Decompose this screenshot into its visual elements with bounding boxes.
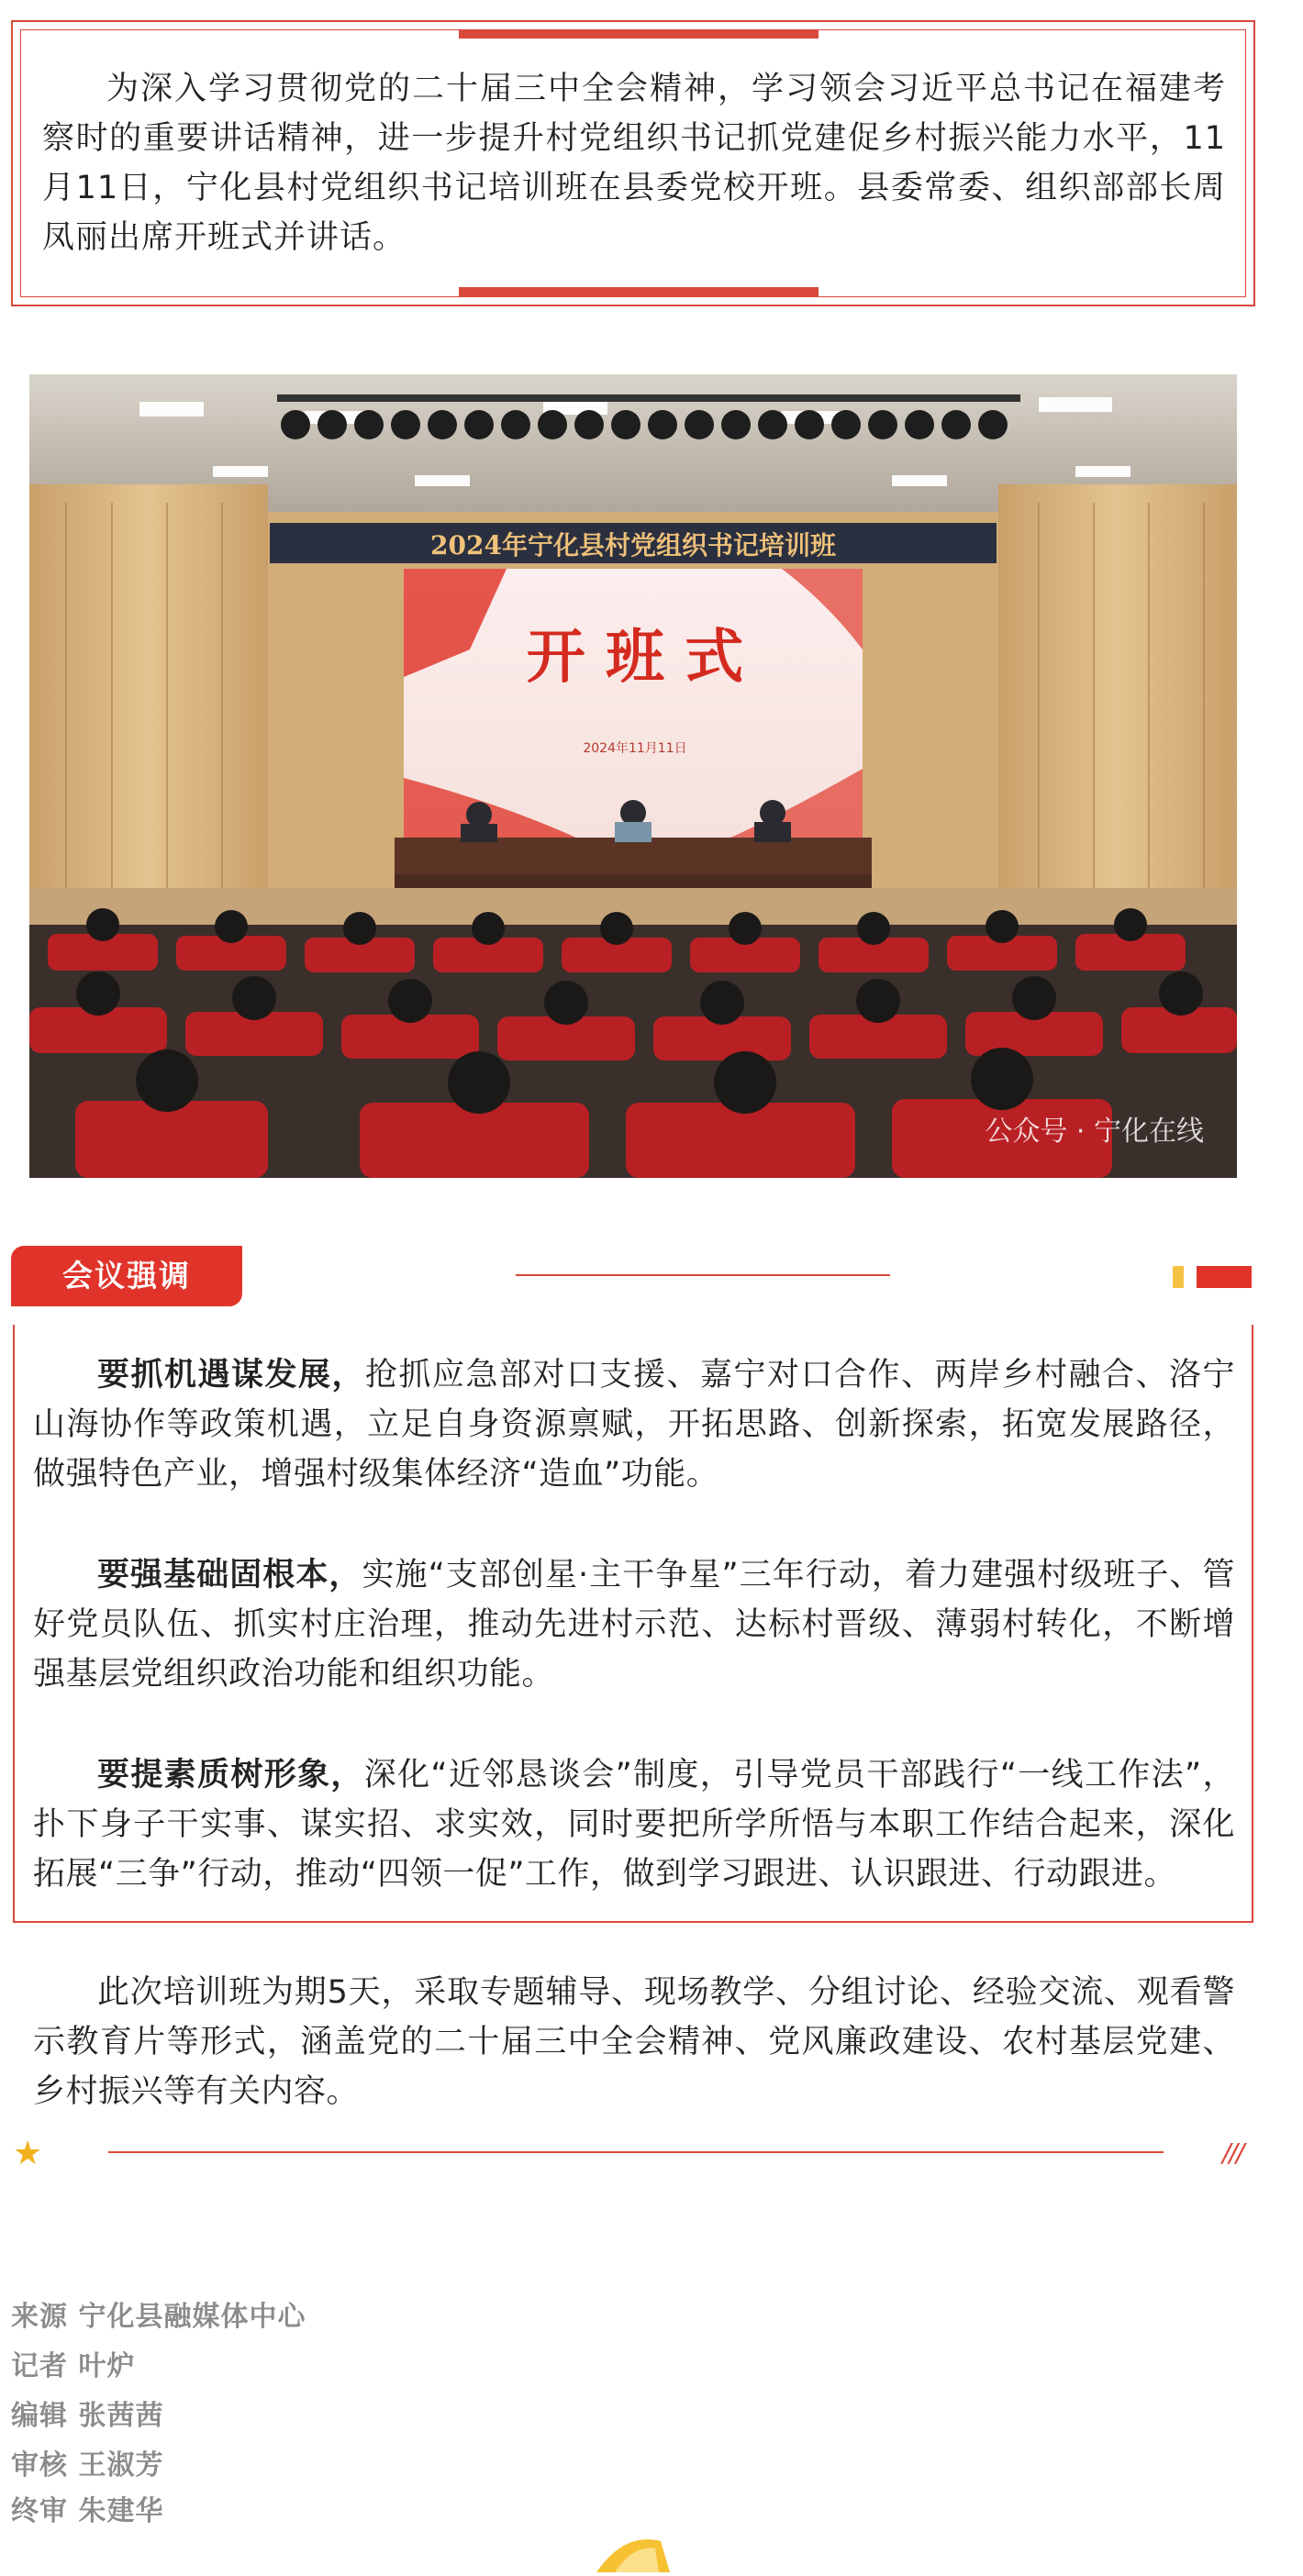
emphasis-lead-1: 要抓机遇谋发展， bbox=[97, 1357, 365, 1393]
credit-value: 张茜茜 bbox=[78, 2400, 164, 2432]
section-header-line bbox=[516, 1274, 890, 1276]
credit-label: 编辑 bbox=[11, 2400, 68, 2432]
emphasis-text-3: 深化“近邻恳谈会”制度，引导党员干部践行“一线工作法”，扑下身子干实事、谋实招、求实效，同时要把所学所悟与本职工作结合起来，深化拓展“三争”行动，推动“四领一促”工作，做到学习跟进、认识跟进、行动跟进。 bbox=[33, 1757, 1235, 1893]
ceremony-photo bbox=[29, 374, 1237, 1178]
credit-reporter bbox=[11, 2348, 135, 2385]
divider-slashes: /// bbox=[1222, 2137, 1243, 2168]
section-header-accent-yellow bbox=[1173, 1266, 1184, 1288]
photo-screen-title: 开 班 式 bbox=[526, 623, 744, 692]
credit-value: 王淑芳 bbox=[78, 2449, 164, 2482]
ceremony-photo-illustration bbox=[29, 374, 1237, 1178]
divider-line bbox=[108, 2151, 1164, 2153]
section-tag: 会议强调 bbox=[11, 1246, 242, 1306]
photo-banner-text: 2024年宁化县村党组织书记培训班 bbox=[430, 530, 836, 561]
credit-value: 叶炉 bbox=[78, 2350, 136, 2382]
emphasis-lead-2: 要强基础固根本， bbox=[97, 1557, 362, 1593]
bottom-decoration-icon bbox=[587, 2532, 679, 2572]
closing-paragraph: 此次培训班为期5天，采取专题辅导、现场教学、分组讨论、经验交流、观看警示教育片等形式，涵盖党的二十届三中全会精神、党风廉政建设、农村基层党建、乡村振兴等有关内容。 bbox=[33, 1974, 1235, 2110]
credit-final-reviewer bbox=[11, 2493, 163, 2530]
intro-bottom-accent bbox=[459, 287, 819, 296]
emphasis-text-1: 抢抓应急部对口支援、嘉宁对口合作、两岸乡村融合、洛宁山海协作等政策机遇，立足自身资源禀赋，开拓思路、创新探索，拓宽发展路径，做强特色产业，增强村级集体经济“造血”功能。 bbox=[33, 1357, 1235, 1493]
intro-top-accent bbox=[459, 29, 819, 39]
emphasis-paragraph-3 bbox=[33, 1750, 1235, 1899]
credit-reviewer bbox=[11, 2448, 163, 2484]
photo-watermark: 公众号 · 宁化在线 bbox=[985, 1116, 1204, 1148]
credit-value: 朱建华 bbox=[78, 2495, 164, 2527]
credit-value: 宁化县融媒体中心 bbox=[78, 2301, 306, 2333]
credit-editor bbox=[11, 2398, 163, 2435]
credit-label: 来源 bbox=[11, 2301, 68, 2333]
star-icon: ★ bbox=[13, 2135, 43, 2172]
photo-screen-date: 2024年11月11日 bbox=[583, 741, 687, 756]
intro-paragraph: 为深入学习贯彻党的二十届三中全会精神，学习领会习近平总书记在福建考察时的重要讲话精神，进一步提升村党组织书记抓党建促乡村振兴能力水平，11月11日，宁化县村党组织书记培训班在县委党校开班。县委常委、组织部部长周凤丽出席开班式并讲话。 bbox=[42, 71, 1226, 256]
section-header-accent-red bbox=[1197, 1266, 1252, 1288]
credit-label: 记者 bbox=[11, 2350, 68, 2382]
credit-label: 终审 bbox=[11, 2495, 68, 2527]
emphasis-text-2: 实施“支部创星·主干争星”三年行动，着力建强村级班子、管好党员队伍、抓实村庄治理，推动先进村示范、达标村晋级、薄弱村转化，不断增强基层党组织政治功能和组织功能。 bbox=[33, 1557, 1235, 1693]
credit-label: 审核 bbox=[11, 2449, 68, 2482]
emphasis-lead-3: 要提素质树形象， bbox=[97, 1757, 364, 1793]
emphasis-paragraph-1 bbox=[33, 1350, 1235, 1499]
credit-source bbox=[11, 2299, 306, 2336]
emphasis-paragraph-2 bbox=[33, 1550, 1235, 1699]
